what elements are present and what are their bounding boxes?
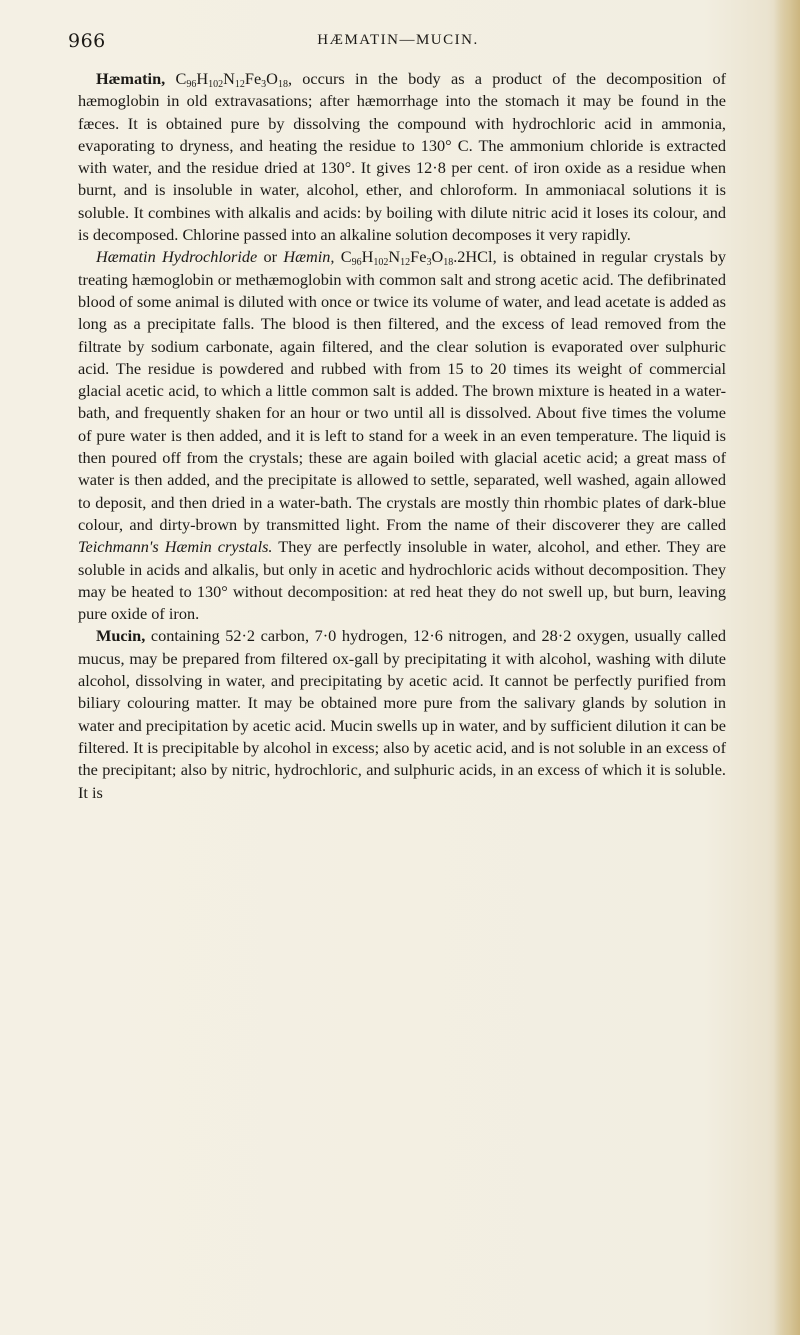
text-hydrochloride-2: They are perfectly insoluble in water, alcohol, and ether. They are soluble in acids and alkalis, but only in acetic and hydrochloric acids without decomposition. They may be heated to 130° without decomposition: at red heat they do not swell up, but burn, leaving pure oxide of iron.	[78, 537, 726, 624]
page-number: 966	[68, 30, 106, 52]
crystals-name: Teichmann's Hæmin crystals.	[78, 537, 273, 557]
title-hydrochloride: Hæmatin Hydrochloride	[96, 247, 258, 267]
formula-haematin: $C_{96}H_{102}N_{12}Fe_3O_{18}$	[175, 69, 288, 90]
term-mucin: Mucin,	[96, 626, 146, 646]
paragraph-haematin	[78, 68, 726, 246]
term-haemin: Hæmin,	[283, 247, 335, 267]
text-haematin: , occurs in the body as a product of the decomposition of hæmoglobin in old extravasations; after hæmorrhage into the stomach it may be found in the fæces. It is obtained pure by dissolving the compound with hydrochloric acid in ammonia, evaporating to dryness, and heating the residue to 130° C. The ammonium chloride is extracted with water, and the residue dried at 130°. It gives 12·8 per cent. of iron oxide as a residue when burnt, and is insoluble in water, alcohol, ether, and chloroform. In ammoniacal solutions it is soluble. It combines with alkalis and acids: by boiling with dilute nitric acid it loses its colour, and is decomposed. Chlorine passed into an alkaline solution decomposes it very rapidly.	[78, 69, 727, 245]
text-hydrochloride-1: is obtained in regular crystals by treating hæmoglobin or methæmoglobin with common salt and strong acetic acid. The defibrinated blood of some animal is diluted with once or twice its volume of water, and lead acetate is added as long as a precipitate falls. The blood is then filtered, and the excess of lead removed from the filtrate by sodium carbonate, again filtered, and the clear solution is evaporated over sulphuric acid. The residue is powdered and rubbed with from 15 to 20 times its weight of commercial glacial acetic acid, to which a little common salt is added. The brown mixture is heated in a water-bath, and frequently shaken for an hour or two until all is dissolved. About five times the volume of pure water is then added, and it is left to stand for a week in an even temperature. The liquid is then poured off from the crystals; these are again boiled with glacial acetic acid; a great mass of water is then added, and the precipitate is allowed to settle, separated, well washed, again allowed to deposit, and then dried in a water-bath. The crystals are mostly thin rhombic plates of dark-blue colour, and dirty-brown by transmitted light. From the name of their discoverer they are called	[78, 247, 727, 534]
running-head: HÆMATIN—MUCIN.	[317, 32, 479, 48]
paragraph-mucin	[78, 625, 726, 803]
formula-haemin: $C_{96}H_{102}N_{12}Fe_3O_{18}.2HCl$,	[340, 247, 497, 269]
paragraph-hydrochloride: Hæmatin Hydrochloride or Hæmin, $C_{96}H_{102}N_{12}Fe_3O_{18}.2HCl$, is obtained in regular crystals by treating hæmoglobin or methæmoglobin with common salt and strong acetic acid. The defibrinated blood of some animal is diluted with once or twice its volume of water, and lead acetate is added as long as a precipitate falls. The blood is then filtered, and the excess of lead removed from the filtrate by sodium carbonate, again filtered, and the clear solution is evaporated over sulphuric acid. The residue is powdered and rubbed with from 15 to 20 times its weight of commercial glacial acetic acid, to which a little common salt is added. The brown mixture is heated in a water-bath, and frequently shaken for an hour or two until all is dissolved. About five times the volume of pure water is then added, and it is left to stand for a week in an even temperature. The liquid is then poured off from the crystals; these are again boiled with glacial acetic acid; a great mass of water is then added, and the precipitate is allowed to settle, separated, well washed, again allowed to deposit, and then dried in a water-bath. The crystals are mostly thin rhombic plates of dark-blue colour, and dirty-brown by transmitted light. From the name of their discoverer they are called Teichmann's Hæmin crystals. They are perfectly insoluble in water, alcohol, and ether. They are soluble in acids and alkalis, but only in acetic and hydrochloric acids without decomposition. They may be heated to 130° without decomposition: at red heat they do not swell up, but burn, leaving pure oxide of iron.	[78, 247, 727, 624]
body-text	[78, 68, 726, 804]
page-header	[68, 30, 728, 56]
page-edge-shadow	[774, 0, 800, 1335]
text-mucin: containing 52·2 carbon, 7·0 hydrogen, 12·6 nitrogen, and 28·2 oxygen, usually called mucus, may be prepared from filtered ox-gall by precipitating it with alcohol, washing with dilute alcohol, dissolving in water, and precipitating by acetic acid. It cannot be perfectly purified from biliary colouring matter. It may be obtained more pure from the salivary glands by solution in water and precipitation by acetic acid. Mucin swells up in water, and by sufficient dilution it can be filtered. It is precipitable by alcohol in excess; also by acetic acid, and is not soluble in an excess of the precipitant; also by nitric, hydrochloric, and sulphuric acids, in an excess of which it is soluble. It is	[78, 626, 726, 802]
term-haematin: Hæmatin,	[96, 69, 166, 88]
